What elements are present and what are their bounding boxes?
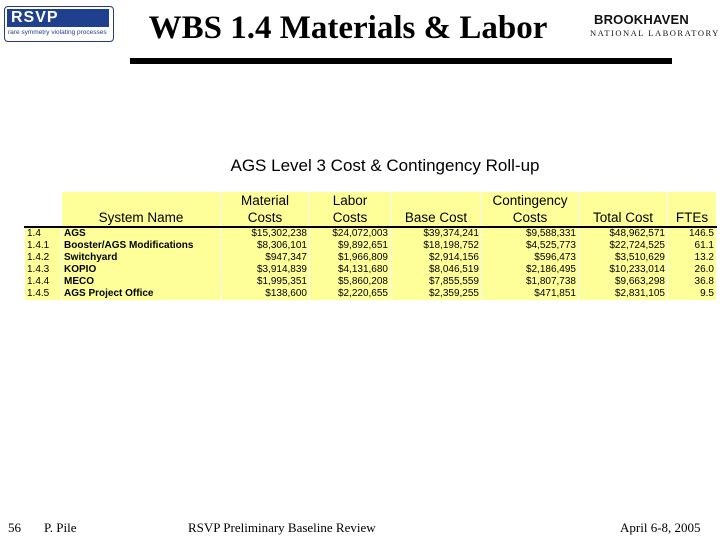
header-labor-line2: Costs (332, 210, 368, 225)
cell-base: $18,198,752 (391, 240, 482, 252)
cell-labor: $24,072,003 (310, 227, 391, 240)
cell-material: $15,302,238 (221, 227, 310, 240)
header-base-line1 (393, 192, 479, 209)
header-system-name (62, 192, 221, 227)
brookhaven-logo (588, 12, 720, 48)
table-row (25, 264, 717, 276)
cell-contingency: $2,186,495 (482, 264, 579, 276)
cost-rollup-table (24, 192, 717, 300)
footer-page-number: 56 (8, 520, 21, 535)
header-total-line1 (581, 192, 665, 209)
rsvp-logo-tagline: rare symmetry violating processes (8, 29, 107, 36)
cell-system-name: MECO (62, 276, 221, 288)
header-wbs-blank (25, 192, 62, 227)
header-base-line2: Base Cost (404, 210, 468, 225)
cell-labor: $9,892,651 (310, 240, 391, 252)
header-labor-costs (310, 192, 391, 227)
table-row (25, 288, 717, 300)
cell-total: $9,663,298 (579, 276, 668, 288)
cell-system-name: Switchyard (62, 252, 221, 264)
table-title: AGS Level 3 Cost & Contingency Roll-up (230, 156, 540, 175)
header-system-name-line2: System Name (98, 210, 184, 225)
cell-wbs: 1.4.2 (25, 252, 62, 264)
cell-total: $10,233,014 (579, 264, 668, 276)
cell-wbs: 1.4.3 (25, 264, 62, 276)
cell-ftes: 36.8 (668, 276, 717, 288)
cell-contingency: $4,525,773 (482, 240, 579, 252)
footer-author: P. Pile (44, 520, 77, 535)
cell-contingency: $471,851 (482, 288, 579, 300)
cell-base: $39,374,241 (391, 227, 482, 240)
table-row (25, 240, 717, 252)
cell-wbs: 1.4.1 (25, 240, 62, 252)
cell-labor: $5,860,208 (310, 276, 391, 288)
cell-system-name: KOPIO (62, 264, 221, 276)
cell-ftes: 146.5 (668, 227, 717, 240)
cell-ftes: 26.0 (668, 264, 717, 276)
header-ftes (668, 192, 717, 227)
rsvp-logo (4, 6, 114, 42)
cell-contingency: $596,473 (482, 252, 579, 264)
cell-wbs: 1.4.5 (25, 288, 62, 300)
header-ftes-line1 (670, 192, 714, 209)
cell-material: $3,914,839 (221, 264, 310, 276)
header-base-cost (391, 192, 482, 227)
table-row (25, 252, 717, 264)
header-total-line2: Total Cost (592, 210, 654, 225)
cell-labor: $1,966,809 (310, 252, 391, 264)
cell-base: $2,359,255 (391, 288, 482, 300)
cell-ftes: 61.1 (668, 240, 717, 252)
table-row (25, 227, 717, 240)
cell-wbs: 1.4.4 (25, 276, 62, 288)
cell-ftes: 13.2 (668, 252, 717, 264)
header-material-costs (221, 192, 310, 227)
header-contingency-line1: Contingency (492, 193, 568, 208)
cell-labor: $4,131,680 (310, 264, 391, 276)
header-contingency-costs (482, 192, 579, 227)
table-header-row (25, 192, 717, 227)
cell-total: $3,510,629 (579, 252, 668, 264)
cell-material: $138,600 (221, 288, 310, 300)
cell-base: $7,855,559 (391, 276, 482, 288)
cell-material: $8,306,101 (221, 240, 310, 252)
cell-ftes: 9.5 (668, 288, 717, 300)
header-system-name-line1 (64, 192, 218, 209)
slide-title: WBS 1.4 Materials & Labor (148, 10, 548, 46)
brookhaven-logo-name: BROOKHAVEN (594, 12, 689, 27)
brookhaven-logo-lab: NATIONAL LABORATORY (590, 28, 720, 38)
cell-labor: $2,220,655 (310, 288, 391, 300)
cell-base: $8,046,519 (391, 264, 482, 276)
cell-system-name: AGS (62, 227, 221, 240)
cell-contingency: $9,588,331 (482, 227, 579, 240)
cell-total: $48,962,571 (579, 227, 668, 240)
header-total-cost (579, 192, 668, 227)
header-contingency-line2: Costs (512, 210, 548, 225)
cell-material: $947,347 (221, 252, 310, 264)
footer-event: RSVP Preliminary Baseline Review (188, 520, 376, 535)
cell-system-name: AGS Project Office (62, 288, 221, 300)
cell-system-name: Booster/AGS Modifications (62, 240, 221, 252)
footer-date: April 6-8, 2005 (620, 520, 701, 535)
table-row (25, 276, 717, 288)
rsvp-logo-mark: RSVP (7, 9, 109, 27)
header-material-line1: Material (240, 193, 289, 208)
cell-total: $22,724,525 (579, 240, 668, 252)
header-ftes-line2: FTEs (675, 210, 709, 225)
cell-total: $2,831,105 (579, 288, 668, 300)
cell-wbs: 1.4 (25, 227, 62, 240)
header-labor-line1: Labor (332, 193, 368, 208)
header-material-line2: Costs (247, 210, 283, 225)
cell-material: $1,995,351 (221, 276, 310, 288)
cell-contingency: $1,807,738 (482, 276, 579, 288)
header-divider (130, 58, 672, 64)
cell-base: $2,914,156 (391, 252, 482, 264)
